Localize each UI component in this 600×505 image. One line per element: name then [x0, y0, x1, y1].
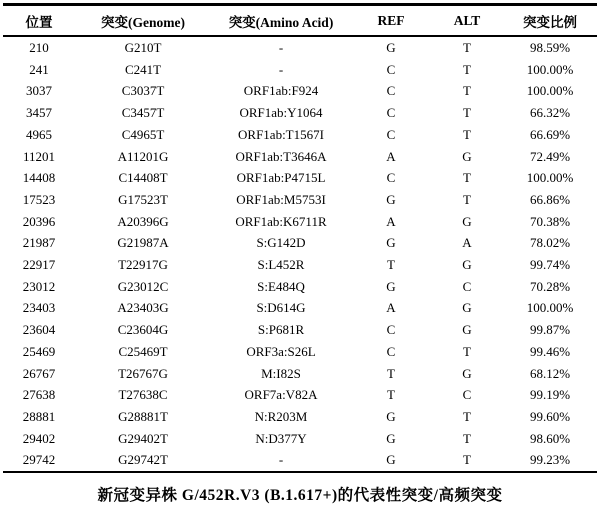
table-row	[3, 341, 597, 363]
cell-alt: T	[463, 40, 471, 55]
table-row	[3, 59, 597, 81]
table-row	[3, 406, 597, 428]
cell-alt: T	[463, 452, 471, 468]
cell-position: 21987	[22, 235, 56, 251]
cell-ref: G	[386, 235, 396, 251]
table-header-row	[3, 5, 597, 37]
cell-genome-mutation: A11201G	[117, 148, 169, 164]
table-caption: 新冠变异株 G/452R.V3 (B.1.617+)的代表性突变/高频突变	[97, 487, 503, 505]
cell-amino-acid-mutation: S:D614G	[256, 300, 306, 316]
cell-ref: T	[387, 257, 395, 273]
cell-mutation-ratio: 98.60%	[529, 430, 571, 446]
cell-amino-acid-mutation: N:D377Y	[255, 430, 307, 446]
cell-alt: C	[462, 387, 472, 403]
table-row	[3, 36, 597, 59]
cell-ref: G	[386, 278, 396, 294]
cell-alt: T	[463, 83, 471, 99]
cell-genome-mutation: C14408T	[118, 170, 168, 186]
cell-amino-acid-mutation: ORF1ab:M5753I	[236, 191, 326, 207]
cell-genome-mutation: C241T	[124, 61, 162, 77]
table-row	[3, 449, 597, 472]
cell-position: 241	[29, 61, 49, 77]
cell-genome-mutation: C25469T	[118, 343, 168, 359]
cell-alt: T	[463, 126, 471, 142]
cell-ref: G	[386, 430, 396, 446]
cell-mutation-ratio: 66.69%	[529, 126, 571, 142]
cell-position: 22917	[22, 257, 56, 273]
cell-alt: G	[462, 213, 472, 229]
table-row	[3, 124, 597, 146]
cell-alt: T	[463, 343, 471, 359]
table-row	[3, 276, 597, 298]
cell-mutation-ratio: 99.60%	[529, 408, 571, 424]
cell-amino-acid-mutation: S:L452R	[257, 257, 305, 273]
col-header-genome-mutation: 突变(Genome)	[75, 5, 211, 37]
cell-mutation-ratio: 99.19%	[529, 387, 571, 403]
cell-alt: T	[463, 105, 471, 121]
cell-ref: A	[386, 213, 396, 229]
cell-position: 4965	[26, 126, 52, 142]
cell-ref: T	[387, 387, 395, 403]
cell-mutation-ratio: 70.28%	[529, 278, 571, 294]
cell-genome-mutation: C23604G	[117, 322, 169, 338]
cell-amino-acid-mutation: -	[278, 40, 284, 55]
cell-amino-acid-mutation: S:G142D	[256, 235, 306, 251]
cell-mutation-ratio: 100.00%	[526, 300, 574, 316]
cell-position: 27638	[22, 387, 56, 403]
cell-ref: C	[386, 322, 396, 338]
col-header-amino-acid-mutation: 突变(Amino Acid)	[211, 5, 351, 37]
cell-position: 29402	[22, 430, 56, 446]
cell-alt: G	[462, 322, 472, 338]
cell-position: 28881	[22, 408, 56, 424]
cell-amino-acid-mutation: -	[278, 452, 284, 468]
cell-position: 3457	[26, 105, 52, 121]
cell-ref: A	[386, 300, 396, 316]
cell-genome-mutation: C4965T	[121, 126, 165, 142]
cell-mutation-ratio: 100.00%	[526, 61, 574, 77]
cell-genome-mutation: G21987A	[117, 235, 169, 251]
cell-genome-mutation: T22917G	[118, 257, 168, 273]
table-row	[3, 319, 597, 341]
cell-position: 26767	[22, 365, 56, 381]
cell-genome-mutation: A20396G	[117, 213, 169, 229]
cell-genome-mutation: T26767G	[118, 365, 168, 381]
cell-amino-acid-mutation: S:P681R	[257, 322, 305, 338]
cell-position: 20396	[22, 213, 56, 229]
cell-alt: T	[463, 430, 471, 446]
cell-ref: C	[386, 126, 396, 142]
cell-genome-mutation: G29402T	[118, 430, 168, 446]
cell-position: 25469	[22, 343, 56, 359]
cell-mutation-ratio: 72.49%	[529, 148, 571, 164]
table-row	[3, 297, 597, 319]
cell-mutation-ratio: 78.02%	[529, 235, 571, 251]
table-row	[3, 102, 597, 124]
col-header-position: 位置	[3, 5, 75, 37]
cell-ref: A	[386, 148, 396, 164]
cell-alt: G	[462, 257, 472, 273]
cell-amino-acid-mutation: -	[278, 61, 284, 77]
cell-amino-acid-mutation: ORF1ab:Y1064	[239, 105, 323, 121]
mutation-table	[3, 3, 597, 473]
cell-ref: C	[386, 170, 396, 186]
cell-alt: C	[462, 278, 472, 294]
table-row	[3, 146, 597, 168]
cell-mutation-ratio: 70.38%	[529, 213, 571, 229]
table-row	[3, 254, 597, 276]
cell-amino-acid-mutation: ORF1ab:P4715L	[236, 170, 326, 186]
cell-position: 210	[29, 40, 49, 55]
table-row	[3, 363, 597, 385]
cell-alt: G	[462, 300, 472, 316]
cell-alt: T	[463, 61, 471, 77]
cell-genome-mutation: A23403G	[117, 300, 169, 316]
cell-genome-mutation: G29742T	[118, 452, 168, 468]
cell-ref: C	[386, 105, 396, 121]
col-header-mutation-ratio: 突变比例	[503, 5, 597, 37]
table-row	[3, 80, 597, 102]
cell-mutation-ratio: 99.87%	[529, 322, 571, 338]
cell-alt: T	[463, 170, 471, 186]
table-row	[3, 167, 597, 189]
cell-position: 17523	[22, 191, 56, 207]
cell-position: 23403	[22, 300, 56, 316]
cell-alt: A	[462, 235, 472, 251]
cell-mutation-ratio: 98.59%	[529, 40, 571, 55]
cell-mutation-ratio: 100.00%	[526, 83, 574, 99]
cell-genome-mutation: G23012C	[117, 278, 169, 294]
cell-ref: G	[386, 40, 396, 55]
cell-genome-mutation: T27638C	[118, 387, 168, 403]
cell-position: 23604	[22, 322, 56, 338]
mutation-table-container	[3, 3, 597, 473]
cell-mutation-ratio: 66.32%	[529, 105, 571, 121]
cell-mutation-ratio: 68.12%	[529, 365, 571, 381]
cell-ref: G	[386, 408, 396, 424]
cell-position: 14408	[22, 170, 56, 186]
cell-genome-mutation: C3457T	[121, 105, 165, 121]
table-body	[3, 36, 597, 472]
cell-mutation-ratio: 66.86%	[529, 191, 571, 207]
cell-position: 29742	[22, 452, 56, 468]
cell-amino-acid-mutation: ORF1ab:T3646A	[235, 148, 327, 164]
col-header-ref: REF	[351, 5, 431, 37]
cell-position: 3037	[26, 83, 52, 99]
table-row	[3, 384, 597, 406]
cell-genome-mutation: G210T	[124, 40, 162, 55]
cell-mutation-ratio: 99.46%	[529, 343, 571, 359]
cell-amino-acid-mutation: ORF1ab:T1567I	[238, 126, 324, 142]
table-row	[3, 211, 597, 233]
cell-position: 11201	[22, 148, 56, 164]
cell-amino-acid-mutation: M:I82S	[261, 365, 301, 381]
cell-genome-mutation: G17523T	[118, 191, 168, 207]
cell-amino-acid-mutation: ORF3a:S26L	[246, 343, 316, 359]
table-row	[3, 189, 597, 211]
cell-mutation-ratio: 99.74%	[529, 257, 571, 273]
cell-amino-acid-mutation: ORF7a:V82A	[244, 387, 318, 403]
cell-alt: G	[462, 365, 472, 381]
cell-genome-mutation: C3037T	[121, 83, 165, 99]
cell-amino-acid-mutation: ORF1ab:F924	[243, 83, 319, 99]
cell-ref: C	[386, 61, 396, 77]
table-row	[3, 428, 597, 450]
table-row	[3, 232, 597, 254]
cell-ref: G	[386, 452, 396, 468]
cell-amino-acid-mutation: S:E484Q	[257, 278, 305, 294]
cell-amino-acid-mutation: N:R203M	[254, 408, 308, 424]
cell-mutation-ratio: 100.00%	[526, 170, 574, 186]
cell-position: 23012	[22, 278, 56, 294]
cell-genome-mutation: G28881T	[118, 408, 168, 424]
cell-ref: C	[386, 83, 396, 99]
cell-alt: T	[463, 191, 471, 207]
cell-alt: G	[462, 148, 472, 164]
cell-ref: G	[386, 191, 396, 207]
cell-alt: T	[463, 408, 471, 424]
cell-amino-acid-mutation: ORF1ab:K6711R	[235, 213, 327, 229]
cell-mutation-ratio: 99.23%	[529, 452, 571, 468]
cell-ref: C	[386, 343, 396, 359]
col-header-alt: ALT	[431, 5, 503, 37]
cell-ref: T	[387, 365, 395, 381]
